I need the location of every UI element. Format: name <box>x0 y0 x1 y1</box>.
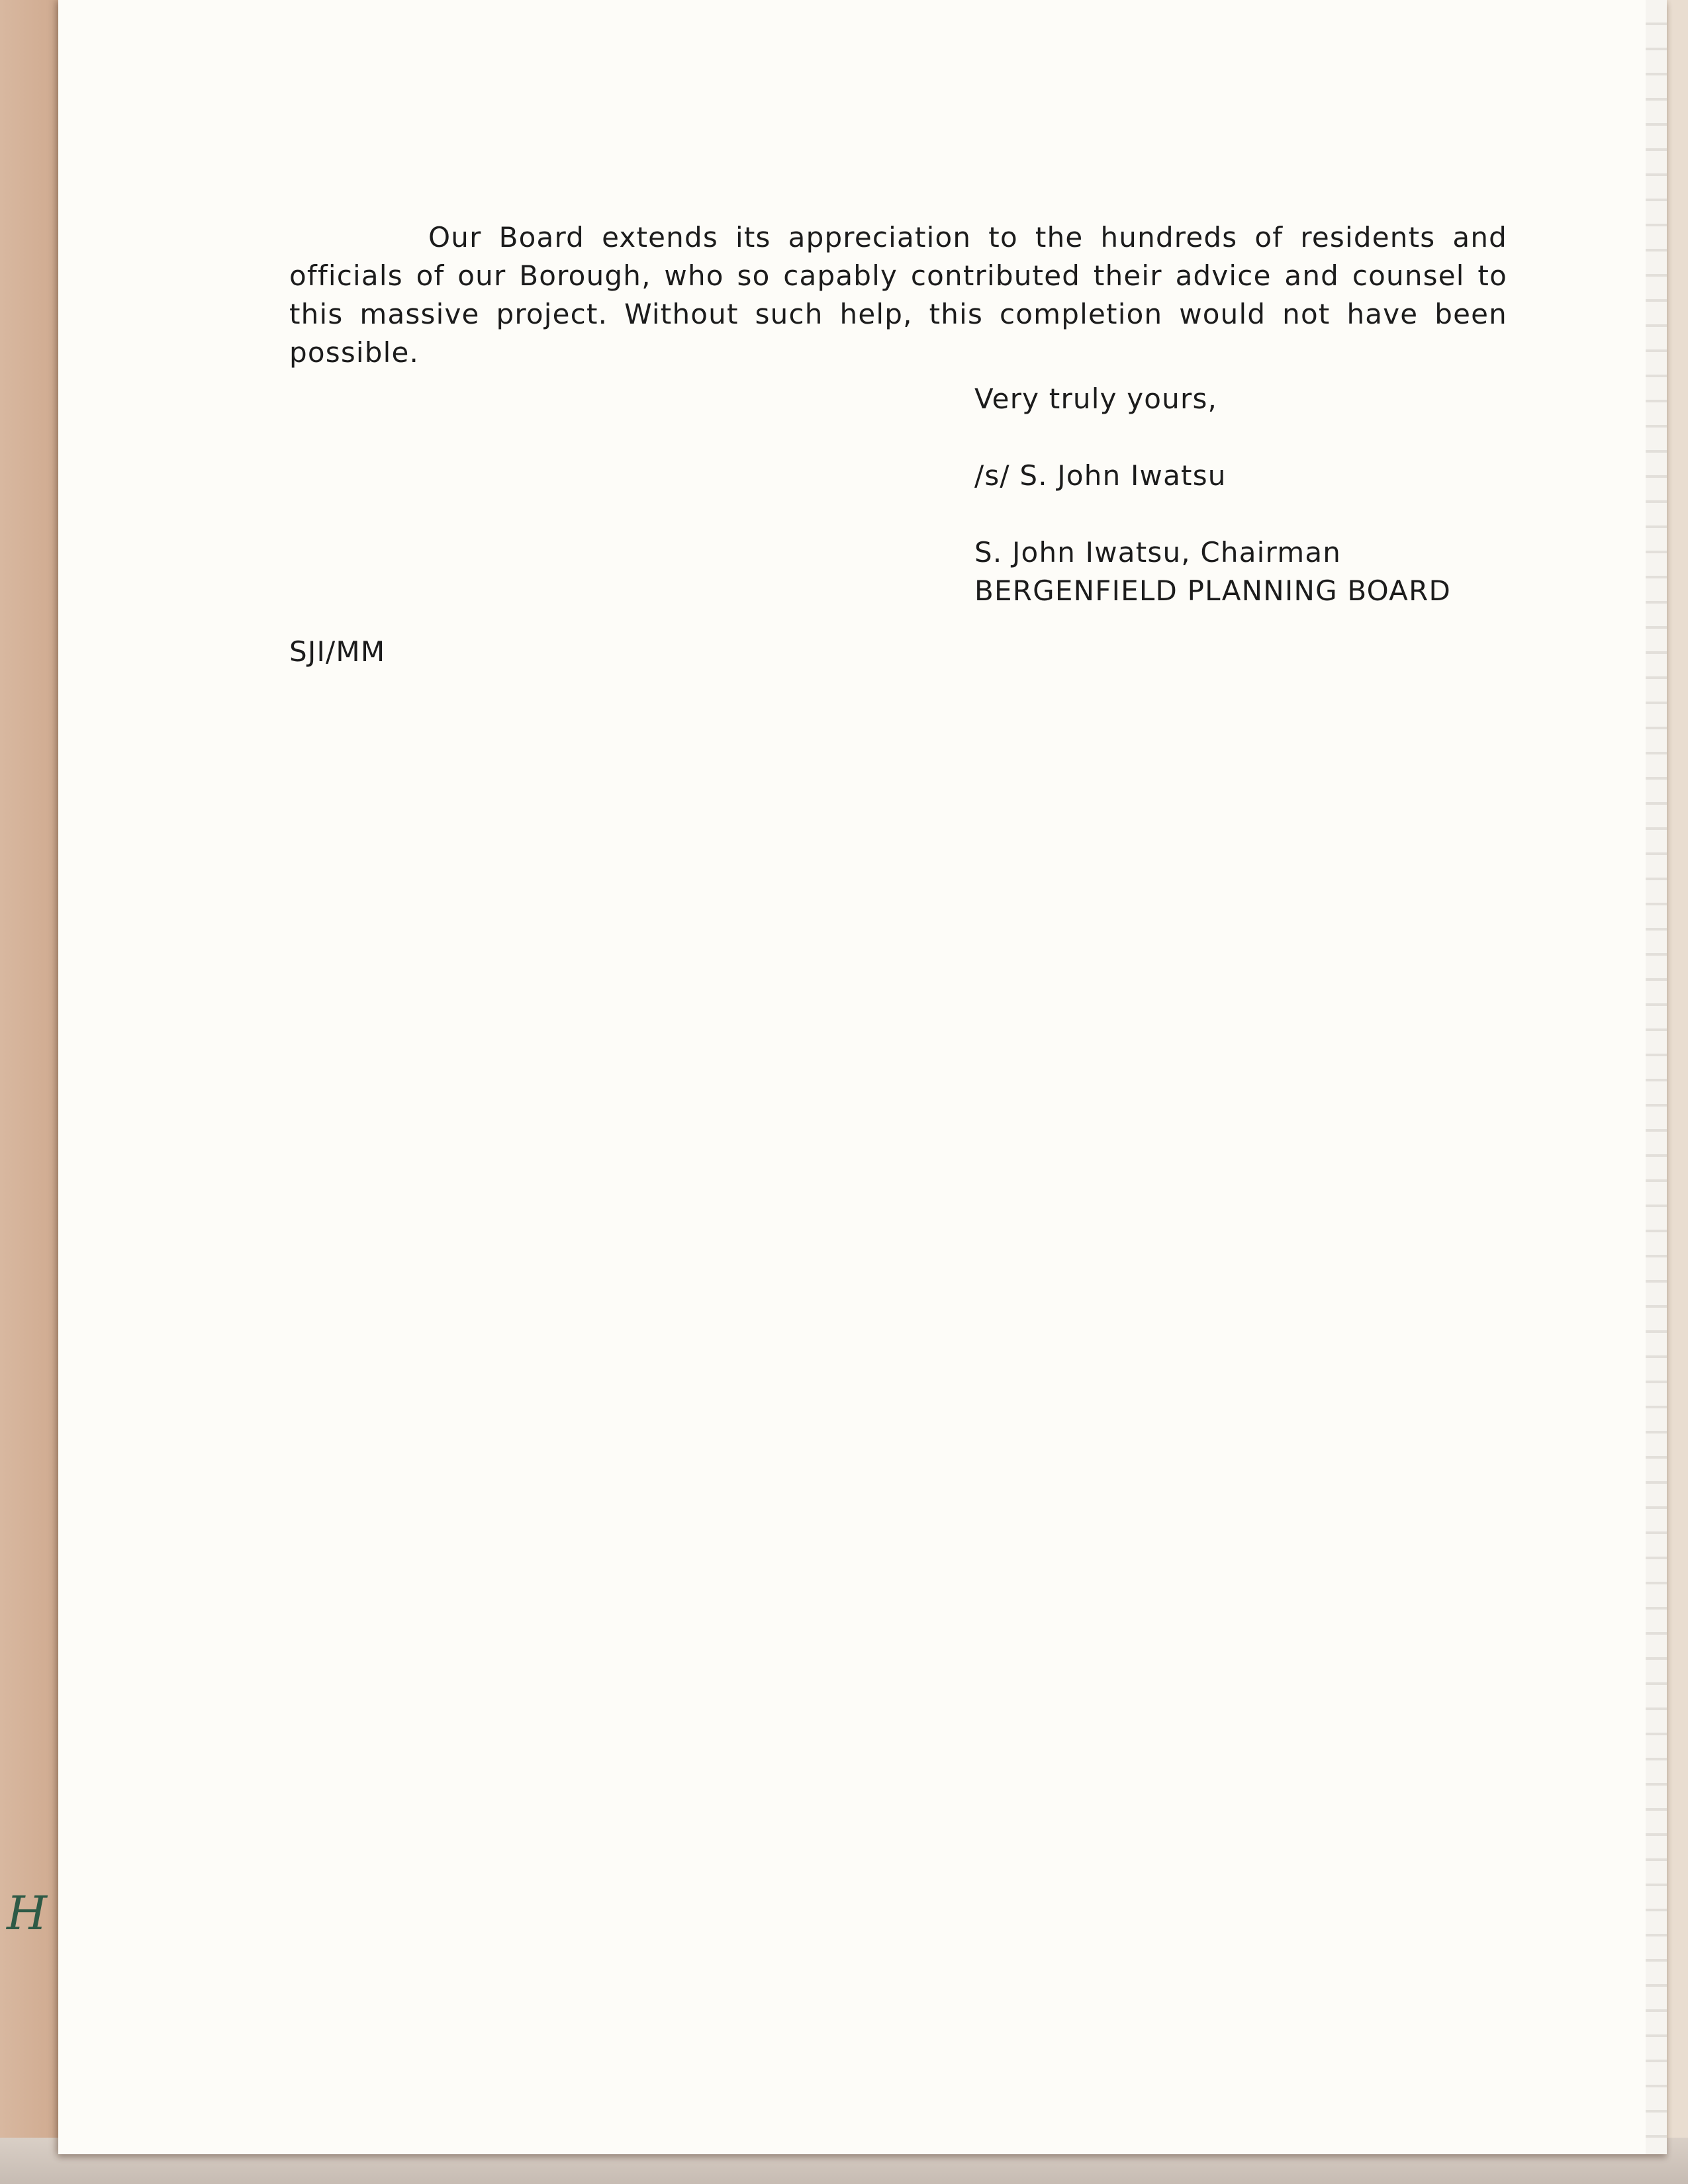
page-perforated-edge <box>1646 0 1667 2154</box>
signature-line: /s/ S. John Iwatsu <box>974 459 1227 492</box>
closing-block <box>974 380 1517 610</box>
complimentary-closing: Very truly yours, <box>974 383 1218 415</box>
signer-organization: BERGENFIELD PLANNING BOARD <box>974 574 1452 607</box>
body-paragraph: Our Board extends its appreciation to the hundreds of residents and officials of our Borough, who so capably contributed their advice and counsel to this massive project. Without such help, this completion would not have been possible. <box>289 221 1507 369</box>
cover-letter: H <box>7 1886 48 1940</box>
signer-name: S. John Iwatsu, Chairman <box>974 536 1342 569</box>
reference-initials: SJI/MM <box>289 635 386 668</box>
letter-content <box>289 218 1521 668</box>
